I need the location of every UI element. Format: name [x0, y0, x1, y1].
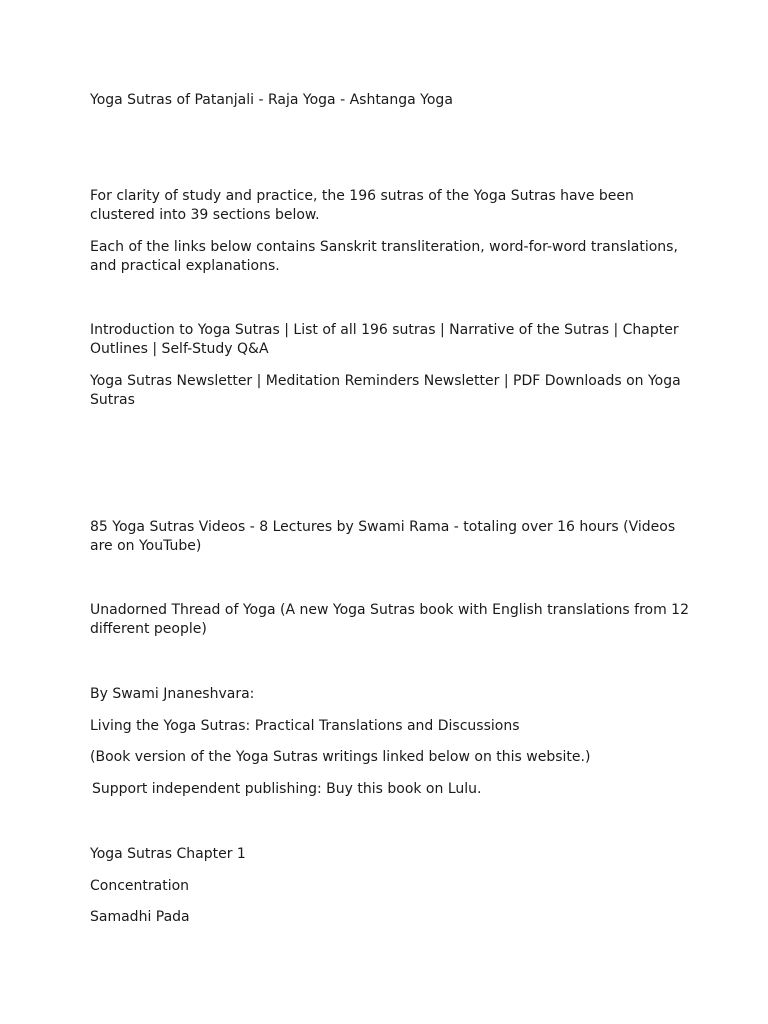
chapter-subtitle: Concentration	[90, 878, 190, 894]
nav-links-line[interactable]: Introduction to Yoga Sutras | List of all 196 sutras | Narrative of the Sutras | Chapter Outlines | Self-Study Q&A	[90, 322, 679, 357]
book-note: (Book version of the Yoga Sutras writings linked below on this website.)	[90, 749, 591, 765]
newsletter-links-line[interactable]: Yoga Sutras Newsletter | Meditation Reminders Newsletter | PDF Downloads on Yoga Sutras	[90, 373, 681, 408]
book-link-unadorned-thread[interactable]: Unadorned Thread of Yoga (A new Yoga Sutras book with English translations from 12 different people)	[90, 602, 689, 637]
intro-paragraph-links-info: Each of the links below contains Sanskrit transliteration, word-for-word translations, and practical explanations.	[90, 239, 678, 274]
videos-link[interactable]: 85 Yoga Sutras Videos - 8 Lectures by Swami Rama - totaling over 16 hours (Videos are on YouTube)	[90, 519, 676, 554]
intro-paragraph: For clarity of study and practice, the 196 sutras of the Yoga Sutras have been clustered into 39 sections below.	[90, 188, 634, 223]
book-title-living-yoga-sutras[interactable]: Living the Yoga Sutras: Practical Translations and Discussions	[90, 718, 520, 734]
author-line: By Swami Jnaneshvara:	[90, 686, 255, 702]
page-title: Yoga Sutras of Patanjali - Raja Yoga - Ashtanga Yoga	[90, 92, 453, 108]
support-publishing-link[interactable]: Support independent publishing: Buy this book on Lulu.	[92, 781, 482, 797]
chapter-sanskrit-name: Samadhi Pada	[90, 909, 190, 925]
chapter-heading[interactable]: Yoga Sutras Chapter 1	[90, 846, 246, 862]
